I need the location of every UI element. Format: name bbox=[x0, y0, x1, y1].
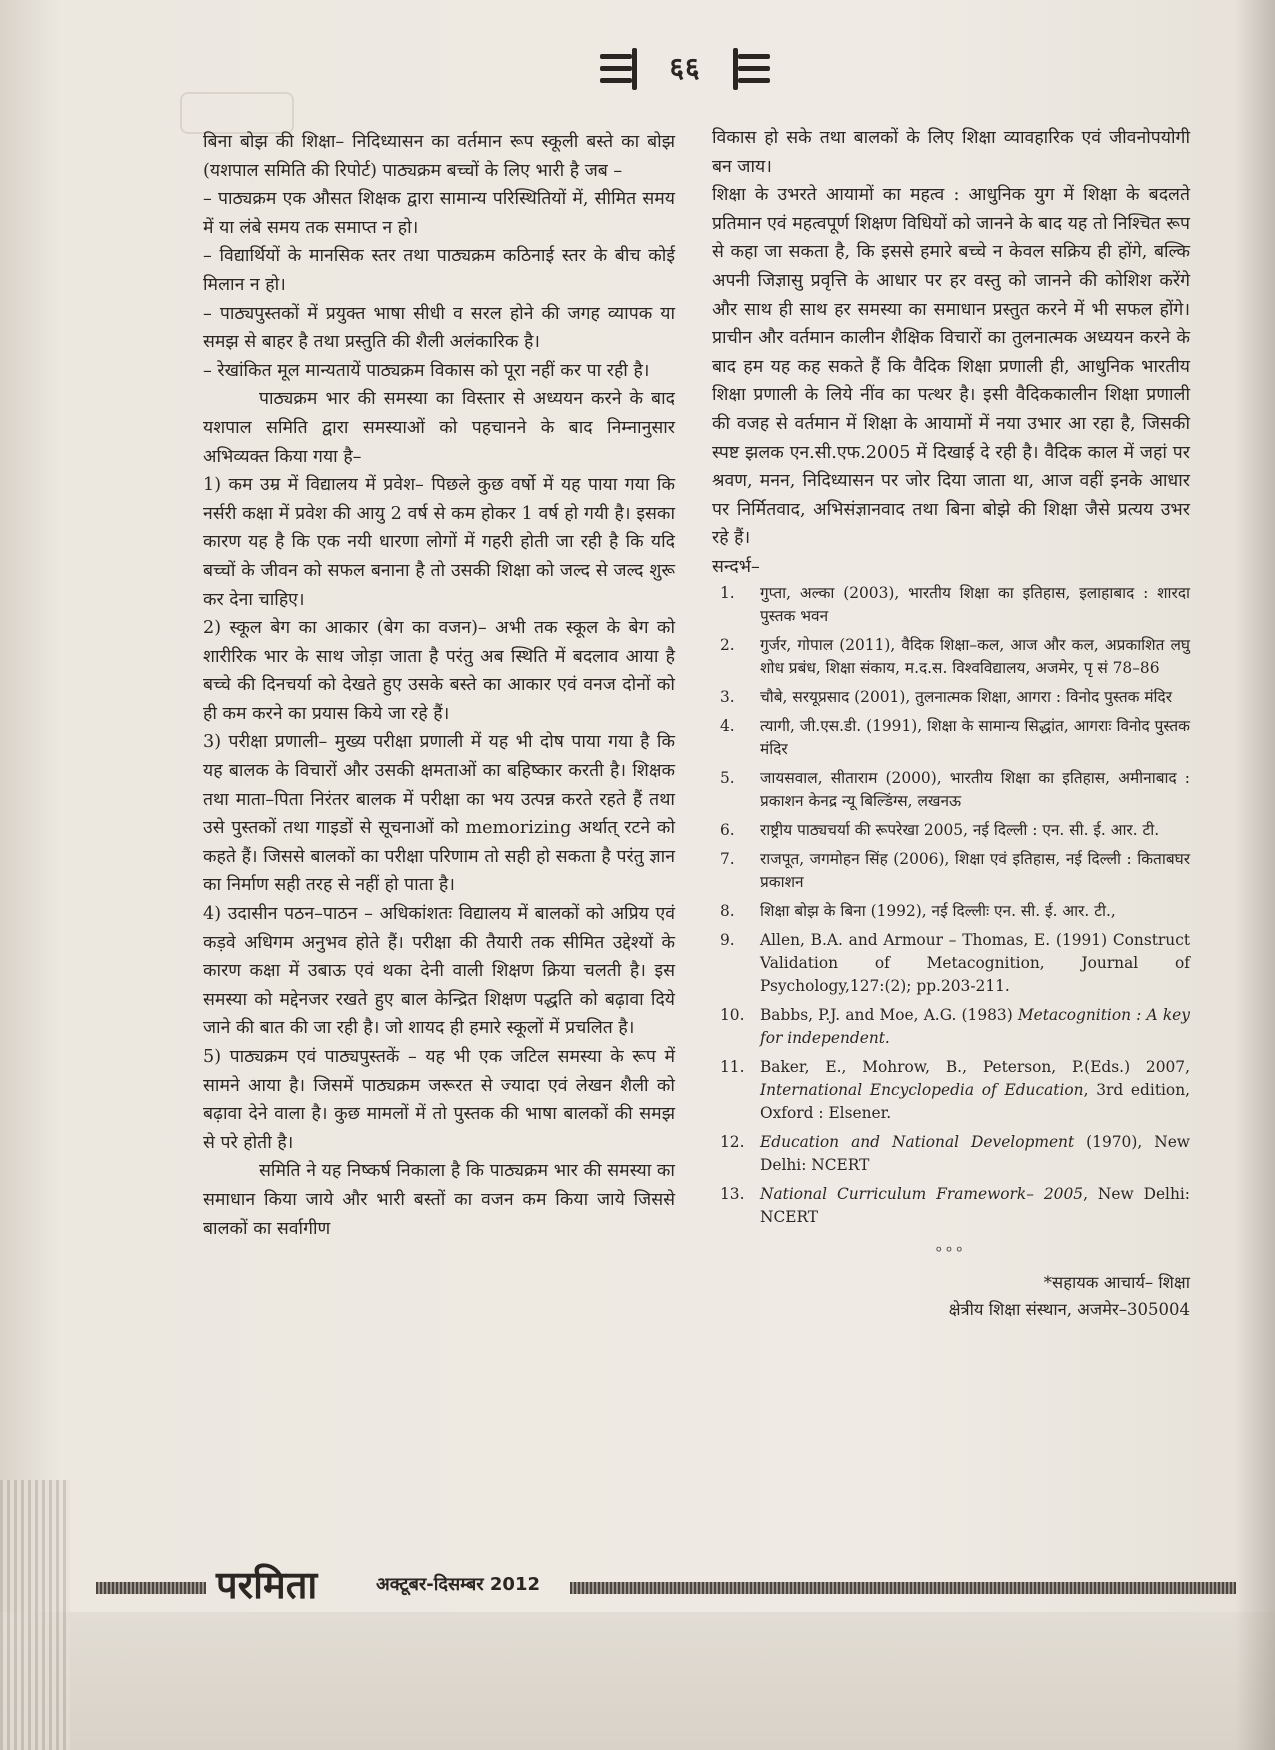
reference-item bbox=[712, 848, 1190, 894]
reference-text: Babbs, P.J. and Moe, A.G. (1983) bbox=[760, 1005, 1018, 1024]
reference-title: International Encyclopedia of Education bbox=[760, 1080, 1084, 1099]
reference-number: 1. bbox=[720, 583, 735, 602]
bullet-point: – पाठ्यक्रम एक औसत शिक्षक द्वारा सामान्य परिस्थितियों में, सीमित समय में या लंबे समय तक समाप्त न हो। bbox=[203, 189, 675, 238]
issue-date: अक्टूबर-दिसम्बर 2012 bbox=[376, 1574, 540, 1595]
author-role: *सहायक आचार्य– शिक्षा bbox=[1043, 1273, 1190, 1293]
left-column bbox=[203, 128, 675, 1243]
reference-number: 10. bbox=[720, 1005, 745, 1024]
numbered-point: 2) स्कूल बेग का आकार (बेग का वजन)– अभी तक स्कूल के बेग को शारीरिक भार के साथ जोड़ा जाता है परंतु अब स्थिति में बदलाव आया है बच्चे की दिनचर्या को देखते हुए उसके बस्ते का आकार एवं वनज दोनों को ही कम करने का प्रयास किये जा रहे हैं। bbox=[203, 618, 675, 724]
end-of-article-mark: ००० bbox=[935, 1241, 967, 1256]
numbered-point: 4) उदासीन पठन–पाठन – अधिकांशतः विद्यालय में बालकों को अप्रिय एवं कड़वे अधिगम अनुभव होते हैं। परीक्षा की तैयारी तक सीमित उद्देश्यों के कारण कक्षा में उबाऊ एवं थका देनी वाली शिक्षण क्रिया चलती है। इस समस्या को मद्देनजर रखते हुए बाल केन्द्रित शिक्षण पद्धति को बढ़ावा दिये जाने की बात की जा रही है। जो शायद ही हमारे स्कूलों में प्रचलित है। bbox=[203, 904, 675, 1039]
reference-text-tail: , New Delhi: NCERT bbox=[760, 1184, 1190, 1226]
footer-rule-left bbox=[96, 1582, 206, 1594]
reference-item bbox=[712, 715, 1190, 761]
numbered-point: 3) परीक्षा प्रणाली– मुख्य परीक्षा प्रणाली में यह भी दोष पाया गया है कि यह बालक के विचारों और उसकी क्षमताओं का बहिष्कार करती है। शिक्षक तथा माता–पिता निरंतर बालक में परीक्षा का भय उत्पन्न करते रहते हैं तथा उसे पुस्तकों तथा गाइडों से सूचनाओं को memorizing अर्थात् रटने को कहते हैं। जिससे बालकों का परीक्षा परिणाम तो सही हो सकता है परंतु ज्ञान का निर्माण सही तरह से नहीं हो पाता है। bbox=[203, 732, 675, 896]
reference-item bbox=[712, 767, 1190, 813]
reference-text: राजपूत, जगमोहन सिंह (2006), शिक्षा एवं इतिहास, नई दिल्ली : किताबघर प्रकाशन bbox=[760, 849, 1190, 891]
binding-edge bbox=[0, 1480, 70, 1750]
references-heading: सन्दर्भ– bbox=[712, 556, 760, 577]
reference-item bbox=[712, 819, 1190, 842]
reference-text: चौबे, सरयूप्रसाद (2001), तुलनात्मक शिक्षा, आगरा : विनोद पुस्तक मंदिर bbox=[760, 687, 1173, 706]
author-institute: क्षेत्रीय शिक्षा संस्थान, अजमेर–305004 bbox=[948, 1300, 1190, 1320]
bottom-margin bbox=[0, 1612, 1275, 1750]
reference-item bbox=[712, 929, 1190, 998]
reference-title: Education and National Development bbox=[760, 1132, 1075, 1151]
reference-number: 8. bbox=[720, 901, 735, 920]
reference-text-tail: (1970), New Delhi: NCERT bbox=[760, 1132, 1190, 1174]
page-shadow bbox=[1235, 0, 1275, 1750]
right-column bbox=[712, 124, 1190, 1323]
page-number: ६६ bbox=[669, 51, 701, 84]
right-bracket-ornament bbox=[728, 48, 770, 90]
reference-number: 9. bbox=[720, 930, 735, 949]
reference-number: 13. bbox=[720, 1184, 745, 1203]
paragraph: बिना बोझ की शिक्षा– निदिध्यासन का वर्तमान रूप स्कूली बस्ते का बोझ (यशपाल समिति की रिपोर्ट) पाठ्यक्रम बच्चों के लिए भारी है जब – bbox=[203, 132, 675, 181]
paragraph: विकास हो सके तथा बालकों के लिए शिक्षा व्यावहारिक एवं जीवनोपयोगी बन जाय। bbox=[712, 128, 1190, 177]
reference-item bbox=[712, 582, 1190, 628]
paragraph: शिक्षा के उभरते आयामों का महत्व : आधुनिक युग में शिक्षा के बदलते प्रतिमान एवं महत्वपूर्ण शिक्षण विधियों को जानने के बाद यह तो निश्चित रूप से कहा जा सकता है, कि इससे हमारे बच्चे न केवल सक्रिय ही होंगे, बल्कि अपनी जिज्ञासु प्रवृत्ति के आधार पर हर वस्तु को जानने की कोशिश करेंगे और साथ ही साथ हर समस्या का समाधान प्रस्तुत करने में भी सफल होंगे। प्राचीन और वर्तमान कालीन शैक्षिक विचारों का तुलनात्मक अध्ययन करने के बाद हम यह कह सकते हैं कि वैदिक शिक्षा प्रणाली ही, आधुनिक भारतीय शिक्षा प्रणाली के लिये नींव का पत्थर है। इसी वैदिककालीन शिक्षा प्रणाली की वजह से वर्तमान में शिक्षा के आयामों में नया उभार आ रहा है, जिसकी स्पष्ट झलक एन.सी.एफ.2005 में दिखाई दे रही है। वैदिक काल में जहां पर श्रवण, मनन, निदिध्यासन पर जोर दिया जाता था, आज वहीं इनके आधार पर निर्मितवाद, अभिसंज्ञानवाद तथा बिना बोझे की शिक्षा जैसे प्रत्यय उभर रहे हैं। bbox=[712, 185, 1190, 549]
bullet-point: – रेखांकित मूल मान्यतायें पाठ्यक्रम विकास को पूरा नहीं कर पा रही है। bbox=[203, 360, 650, 381]
reference-text: शिक्षा बोझ के बिना (1992), नई दिल्लीः एन. सी. ई. आर. टी., bbox=[760, 901, 1116, 920]
reference-number: 6. bbox=[720, 820, 735, 839]
reference-text: Baker, E., Mohrow, B., Peterson, P.(Eds.) 2007, bbox=[760, 1057, 1190, 1076]
reference-number: 11. bbox=[720, 1057, 745, 1076]
paragraph: समिति ने यह निष्कर्ष निकाला है कि पाठ्यक्रम भार की समस्या का समाधान किया जाये और भारी बस्तों का वजन कम किया जाये जिससे बालकों का सर्वागीण bbox=[203, 1161, 675, 1239]
reference-text: गुर्जर, गोपाल (2011), वैदिक शिक्षा–कल, आज और कल, अप्रकाशित लघु शोध प्रबंध, शिक्षा संकाय, म.द.स. विश्वविद्यालय, अजमेर, पृ सं 78–86 bbox=[760, 635, 1190, 677]
reference-text: Allen, B.A. and Armour – Thomas, E. (1991) Construct Validation of Metacognition, Journal of Psychology,127:(2); pp.203-211. bbox=[760, 930, 1190, 995]
reference-number: 3. bbox=[720, 687, 735, 706]
reference-item bbox=[712, 900, 1190, 923]
page-footer bbox=[96, 1560, 1236, 1610]
reference-text: राष्ट्रीय पाठ्यचर्या की रूपरेखा 2005, नई दिल्ली : एन. सी. ई. आर. टी. bbox=[760, 820, 1160, 839]
reference-title: National Curriculum Framework– 2005 bbox=[760, 1184, 1084, 1203]
paragraph: पाठ्यक्रम भार की समस्या का विस्तार से अध्ययन करने के बाद यशपाल समिति द्वारा समस्याओं को पहचानने के बाद निम्नानुसार अभिव्यक्त किया गया है– bbox=[203, 389, 675, 467]
reference-item bbox=[712, 1056, 1190, 1125]
reference-number: 7. bbox=[720, 849, 735, 868]
author-affiliation bbox=[712, 1269, 1190, 1323]
numbered-point: 5) पाठ्यक्रम एवं पाठ्यपुस्तकें – यह भी एक जटिल समस्या के रूप में सामने आया है। जिसमें पाठ्यक्रम जरूरत से ज्यादा एवं लेखन शैली को बढ़ावा देने वाला है। कुछ मामलों में तो पुस्तक की भाषा बालकों की समझ से परे होती है। bbox=[203, 1047, 675, 1153]
reference-item bbox=[712, 1004, 1190, 1050]
magazine-title: परमिता bbox=[216, 1563, 318, 1607]
reference-text: गुप्ता, अल्का (2003), भारतीय शिक्षा का इतिहास, इलाहाबाद : शारदा पुस्तक भवन bbox=[760, 583, 1190, 625]
reference-item bbox=[712, 634, 1190, 680]
bullet-point: – विद्यार्थियों के मानसिक स्तर तथा पाठ्यक्रम कठिनाई स्तर के बीच कोई मिलान न हो। bbox=[203, 246, 675, 295]
numbered-point: 1) कम उम्र में विद्यालय में प्रवेश– पिछले कुछ वर्षो में यह पाया गया कि नर्सरी कक्षा में प्रवेश की आयु 2 वर्ष से कम होकर 1 वर्ष हो गयी है। इसका कारण यह है कि एक नयी धारणा लोगों में गहरी होती जा रही है कि यदि बच्चों के जीवन को सफल बनाना है तो उसकी शिक्षा को जल्द से जल्द शुरू कर देना चाहिए। bbox=[203, 475, 675, 610]
reference-text-tail: , 3rd edition, Oxford : Elsener. bbox=[760, 1080, 1190, 1122]
reference-number: 12. bbox=[720, 1132, 745, 1151]
bullet-point: – पाठ्यपुस्तकों में प्रयुक्त भाषा सीधी व सरल होने की जगह व्यापक या समझ से बाहर है तथा प्रस्तुति की शैली अलंकारिक है। bbox=[203, 303, 675, 353]
reference-item bbox=[712, 686, 1190, 709]
reference-item bbox=[712, 1183, 1190, 1229]
left-bracket-ornament bbox=[600, 48, 642, 90]
reference-number: 5. bbox=[720, 768, 735, 787]
reference-text: त्यागी, जी.एस.डी. (1991), शिक्षा के सामान्य सिद्धांत, आगराः विनोद पुस्तक मंदिर bbox=[760, 716, 1190, 758]
page-header bbox=[590, 40, 780, 100]
reference-title: Metacognition : A key for independent. bbox=[760, 1005, 1190, 1047]
reference-number: 2. bbox=[720, 635, 735, 654]
reference-number: 4. bbox=[720, 716, 735, 735]
reference-text: जायसवाल, सीताराम (2000), भारतीय शिक्षा का इतिहास, अमीनाबाद : प्रकाशन केनद्र न्यू बिल्डिंग्स, लखनऊ bbox=[760, 768, 1190, 810]
reference-item bbox=[712, 1131, 1190, 1177]
footer-rule-right bbox=[570, 1582, 1236, 1594]
